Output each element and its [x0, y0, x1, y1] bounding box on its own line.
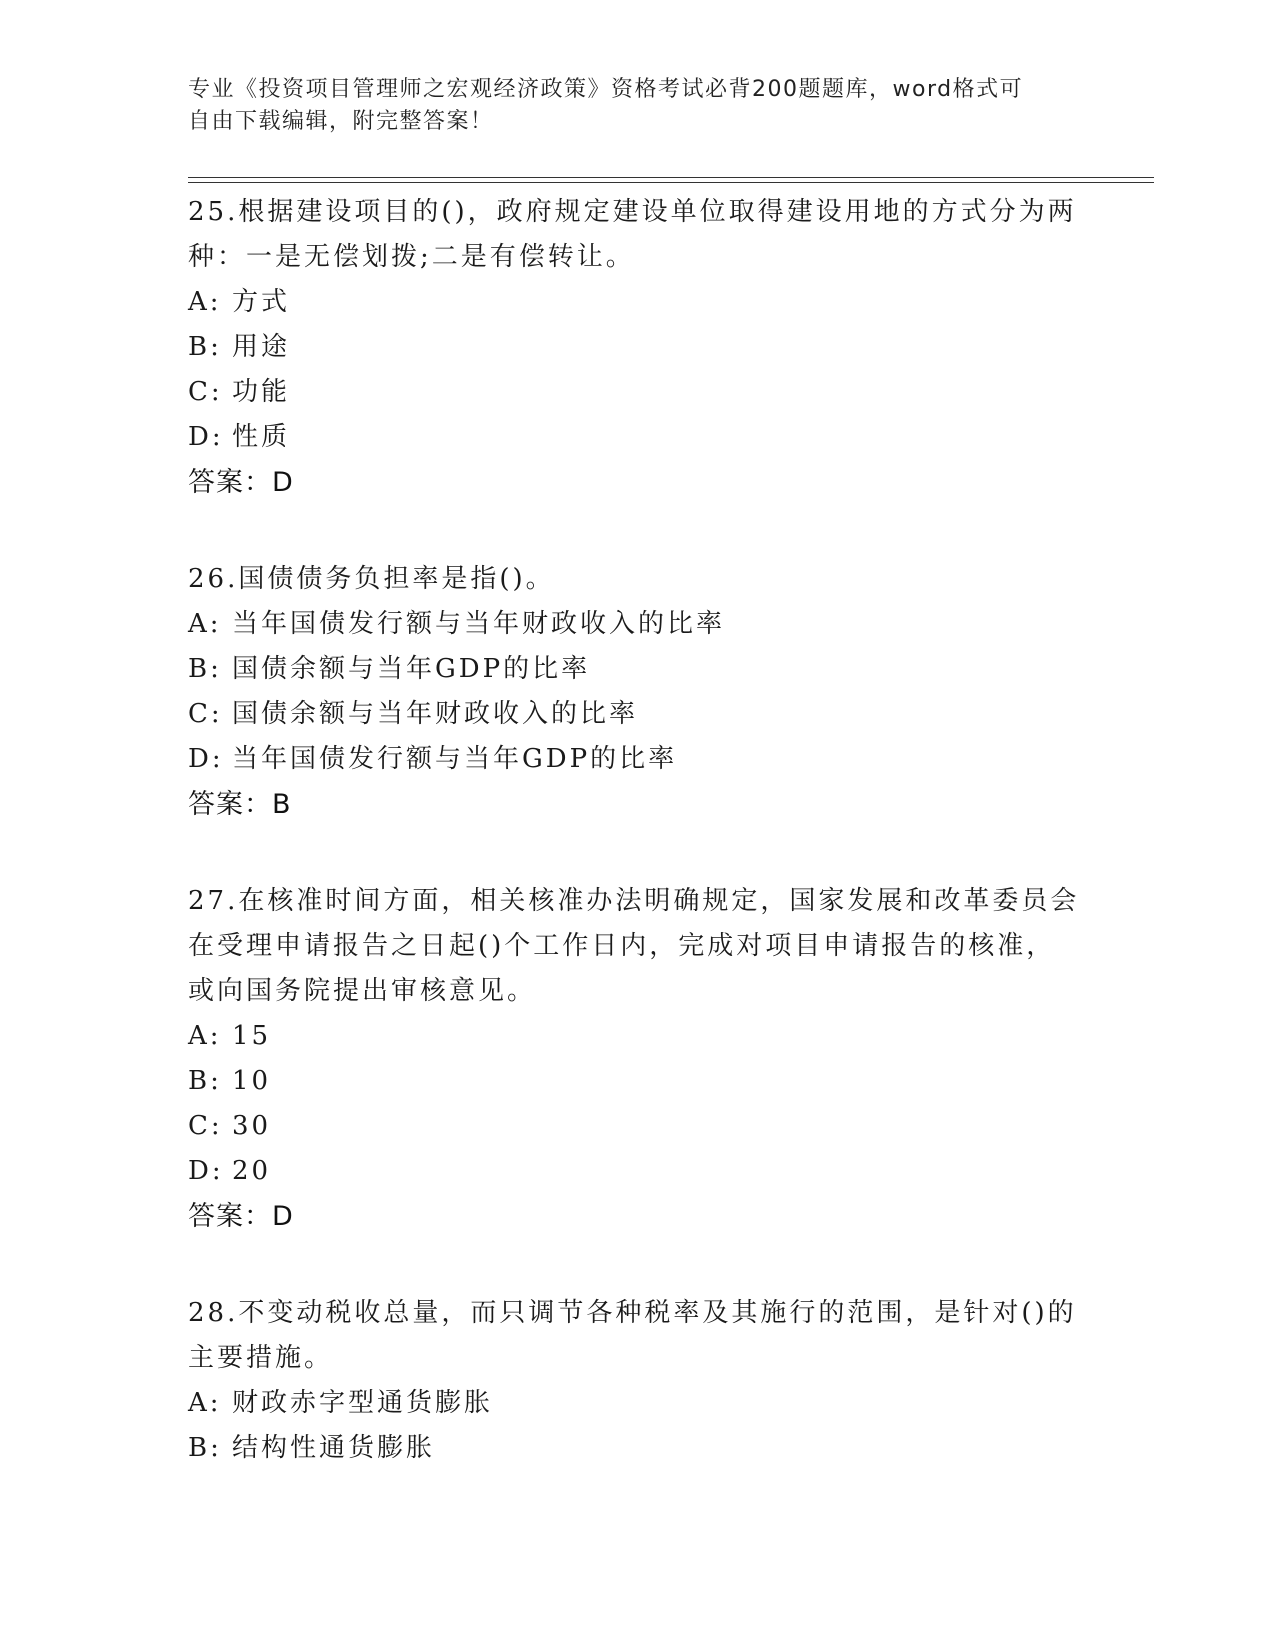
option-text: 10 — [232, 1066, 272, 1096]
option-key: B: — [188, 1433, 222, 1463]
question-stem-line: 种：一是无偿划拨;二是有偿转让。 — [188, 242, 635, 272]
answer-label: 答案：B — [188, 789, 292, 820]
option-text: 用途 — [232, 332, 291, 362]
option-key: C: — [188, 377, 223, 407]
option-text: 30 — [232, 1111, 272, 1141]
question-stem-line: 主要措施。 — [188, 1343, 334, 1373]
option-a — [188, 1014, 1088, 1059]
question-stem-line: 或向国务院提出审核意见。 — [188, 976, 537, 1006]
option-b — [188, 325, 1088, 370]
option-d — [188, 1149, 1088, 1194]
option-a — [188, 602, 1088, 647]
option-key: D: — [188, 422, 224, 452]
question-28 — [188, 1291, 1088, 1471]
question-stem-line: 在受理申请报告之日起()个工作日内，完成对项目申请报告的核准， — [188, 931, 1056, 961]
option-b — [188, 1059, 1088, 1104]
option-text: 20 — [232, 1156, 272, 1186]
option-key: C: — [188, 699, 223, 729]
header-line-2: 自由下载编辑，附完整答案！ — [188, 109, 494, 134]
question-26 — [188, 557, 1088, 827]
option-b — [188, 1426, 1088, 1471]
question-stem-line: 27.在核准时间方面，相关核准办法明确规定，国家发展和改革委员会 — [188, 886, 1080, 916]
option-text: 性质 — [232, 422, 291, 452]
option-text: 15 — [232, 1021, 272, 1051]
option-text: 方式 — [232, 287, 291, 317]
option-a — [188, 1381, 1088, 1426]
option-text: 当年国债发行额与当年财政收入的比率 — [232, 609, 726, 639]
option-key: A: — [188, 1388, 222, 1418]
option-c — [188, 1104, 1088, 1149]
document-header — [188, 74, 1068, 138]
option-key: B: — [188, 332, 222, 362]
option-a — [188, 280, 1088, 325]
question-stem-line: 28.不变动税收总量，而只调节各种税率及其施行的范围，是针对()的 — [188, 1298, 1077, 1328]
answer-label: 答案：D — [188, 1201, 294, 1232]
option-key: B: — [188, 1066, 222, 1096]
question-25 — [188, 190, 1088, 505]
option-text: 国债余额与当年GDP的比率 — [232, 654, 591, 684]
question-27 — [188, 879, 1088, 1239]
option-key: A: — [188, 609, 222, 639]
question-list — [188, 190, 1088, 1523]
option-text: 当年国债发行额与当年GDP的比率 — [232, 744, 678, 774]
option-d — [188, 737, 1088, 782]
option-text: 功能 — [232, 377, 291, 407]
option-c — [188, 692, 1088, 737]
option-b — [188, 647, 1088, 692]
option-text: 国债余额与当年财政收入的比率 — [232, 699, 639, 729]
option-key: D: — [188, 1156, 224, 1186]
answer-label: 答案：D — [188, 467, 294, 498]
option-key: A: — [188, 287, 222, 317]
question-stem-line: 26.国债债务负担率是指()。 — [188, 564, 555, 594]
option-key: B: — [188, 654, 222, 684]
option-key: D: — [188, 744, 224, 774]
question-stem-line: 25.根据建设项目的()，政府规定建设单位取得建设用地的方式分为两 — [188, 197, 1077, 227]
option-text: 结构性通货膨胀 — [232, 1433, 436, 1463]
option-text: 财政赤字型通货膨胀 — [232, 1388, 494, 1418]
option-key: A: — [188, 1021, 222, 1051]
header-divider-bottom — [188, 182, 1154, 183]
header-line-1: 专业《投资项目管理师之宏观经济政策》资格考试必背200题题库，word格式可 — [188, 77, 1024, 102]
option-key: C: — [188, 1111, 223, 1141]
option-d — [188, 415, 1088, 460]
option-c — [188, 370, 1088, 415]
header-divider-top — [188, 177, 1154, 178]
